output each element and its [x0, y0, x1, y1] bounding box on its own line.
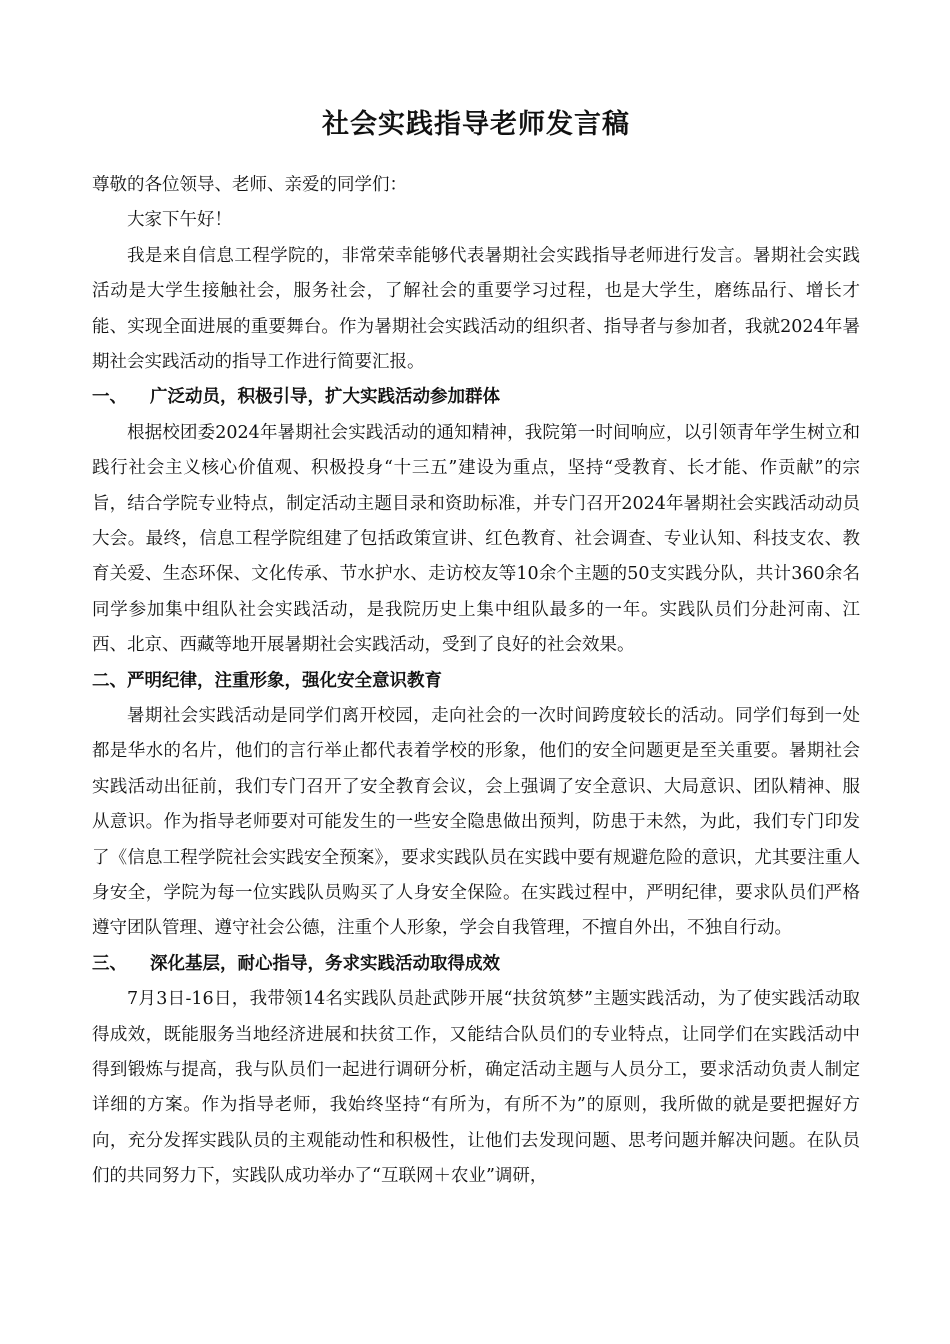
section-heading-text: 严明纪律，注重形象，强化安全意识教育: [127, 670, 442, 691]
intro-paragraph: 我是来自信息工程学院的，非常荣幸能够代表暑期社会实践指导老师进行发言。暑期社会实践活动是大学生接触社会，服务社会，了解社会的重要学习过程，也是大学生，磨练品行、增长才能、实现全面进展的重要舞台。作为暑期社会实践活动的组织者、指导者与参加者，我就2024年暑期社会实践活动的指导工作进行简要汇报。: [92, 245, 860, 372]
section-number: 二、: [92, 670, 127, 691]
section-number: 一、: [92, 387, 127, 408]
section-number: 三、: [92, 953, 127, 974]
section-heading-text: 深化基层，耐心指导，务求实践活动取得成效: [150, 953, 500, 974]
section-paragraph-3: 7月3日-16日，我带领14名实践队员赴武陟开展“扶贫筑梦”主题实践活动，为了使实践活动取得成效，既能服务当地经济进展和扶贫工作，又能结合队员们的专业特点，让同学们在实践活动中得到锻炼与提高，我与队员们一起进行调研分析，确定活动主题与人员分工，要求活动负责人制定详细的方案。作为指导老师，我始终坚持“有所为，有所不为”的原则，我所做的就是要把握好方向，充分发挥实践队员的主观能动性和积极性，让他们去发现问题、思考问题并解决问题。在队员们的共同努力下，实践队成功举办了“互联网＋农业”调研，: [92, 989, 860, 1187]
greeting: 大家下午好！: [127, 210, 232, 231]
section-heading-2: [92, 664, 860, 699]
section-paragraph-2: 暑期社会实践活动是同学们离开校园，走向社会的一次时间跨度较长的活动。同学们每到一处都是华水的名片，他们的言行举止都代表着学校的形象，他们的安全问题更是至关重要。暑期社会实践活动出征前，我们专门召开了安全教育会议，会上强调了安全意识、大局意识、团队精神、服从意识。作为指导老师要对可能发生的一些安全隐患做出预判，防患于未然，为此，我们专门印发了《信息工程学院社会实践安全预案》，要求实践队员在实践中要有规避危险的意识，尤其要注重人身安全，学院为每一位实践队员购买了人身安全保险。在实践过程中，严明纪律，要求队员们严格遵守团队管理、遵守社会公德，注重个人形象，学会自我管理，不擅自外出，不独自行动。: [92, 706, 860, 939]
section-heading-text: 广泛动员，积极引导，扩大实践活动参加群体: [150, 387, 500, 408]
section-paragraph-1: 根据校团委2024年暑期社会实践活动的通知精神，我院第一时间响应，以引领青年学生树立和践行社会主义核心价值观、积极投身“十三五”建设为重点，坚持“受教育、长才能、作贡献”的宗旨，结合学院专业特点，制定活动主题目录和资助标准，并专门召开2024年暑期社会实践活动动员大会。最终，信息工程学院组建了包括政策宣讲、红色教育、社会调查、专业认知、科技支农、教育关爱、生态环保、文化传承、节水护水、走访校友等10余个主题的50支实践分队，共计360余名同学参加集中组队社会实践活动，是我院历史上集中组队最多的一年。实践队员们分赴河南、江西、北京、西藏等地开展暑期社会实践活动，受到了良好的社会效果。: [92, 422, 860, 656]
document-page: [92, 100, 860, 1195]
document-title: 社会实践指导老师发言稿: [322, 109, 630, 140]
salutation: 尊敬的各位领导、老师、亲爱的同学们：: [92, 175, 407, 195]
section-heading-1: [92, 380, 860, 415]
section-heading-3: [92, 947, 860, 982]
